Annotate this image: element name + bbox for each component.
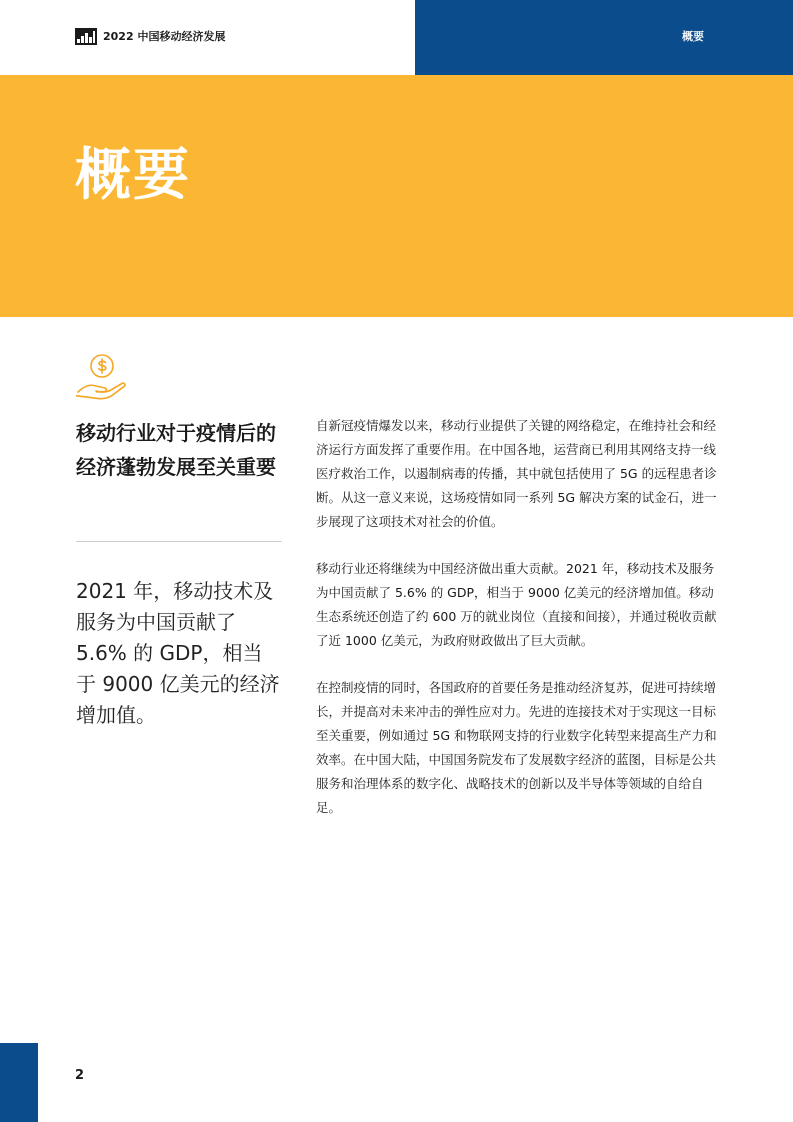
pull-quote: 2021 年，移动技术及服务为中国贡献了 5.6% 的 GDP，相当于 9000 亿美元的经济增加值。 xyxy=(76,579,280,727)
divider xyxy=(76,541,282,542)
callout-heading: 移动行业对于疫情后的经济蓬勃发展至关重要 xyxy=(76,421,276,479)
body-paragraph-1: 自新冠疫情爆发以来，移动行业提供了关键的网络稳定，在维持社会和经济运行方面发挥了重要作用。在中国各地，运营商已利用其网络支持一线医疗救治工作，以遏制病毒的传播，其中就包括使用了 5G 的远程患者诊断。从这一意义来说，这场疫情如同一系列 5G 解决方案的试金石，进一步展现了这项技术对社会的价值。 xyxy=(316,418,717,529)
title-banner xyxy=(0,75,793,317)
money-hand-icon xyxy=(76,352,128,404)
body-paragraph-2: 移动行业还将继续为中国经济做出重大贡献。2021 年，移动技术及服务为中国贡献了 5.6% 的 GDP，相当于 9000 亿美元的经济增加值。移动生态系统还创造了约 600 万的就业岗位（直接和间接），并通过税收贡献了近 1000 亿美元，为政府财政做出了巨大贡献。 xyxy=(316,561,717,648)
page-title: 概要 xyxy=(75,143,191,208)
body-text xyxy=(316,414,718,843)
footer-corner-bar xyxy=(0,1043,38,1122)
section-tab xyxy=(415,0,793,75)
gsma-logo-icon xyxy=(75,28,97,45)
document-title: 2022 中国移动经济发展 xyxy=(103,30,226,43)
section-tab-label: 概要 xyxy=(682,30,704,43)
body-paragraph-3: 在控制疫情的同时，各国政府的首要任务是推动经济复苏，促进可持续增长，并提高对未来冲击的弹性应对力。先进的连接技术对于实现这一目标至关重要，例如通过 5G 和物联网支持的行业数字化转型来提高生产力和效率。在中国大陆，中国国务院发布了发展数字经济的蓝图，目标是公共服务和治理体系的数字化、战略技术的创新以及半导体等领域的自给自足。 xyxy=(316,680,717,815)
page-header xyxy=(0,0,793,75)
page-number: 2 xyxy=(75,1068,85,1083)
